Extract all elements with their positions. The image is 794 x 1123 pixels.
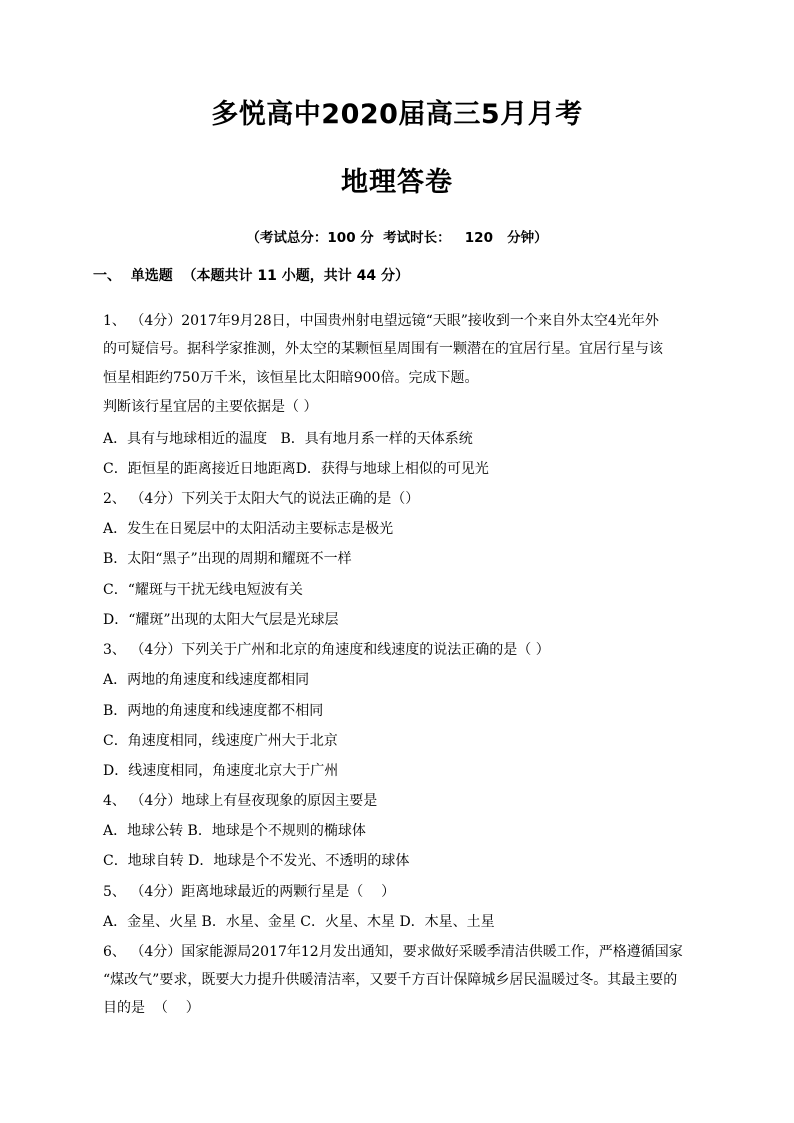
option-line: A．具有与地球相近的温度 B．具有地月系一样的天体系统 xyxy=(103,431,473,447)
question-line: 2、 （4分）下列关于太阳大气的说法正确的是（） xyxy=(103,491,420,507)
option-line: A．地球公转 B．地球是个不规则的椭球体 xyxy=(103,823,366,839)
option-line: C．角速度相同，线速度广州大于北京 xyxy=(103,733,338,749)
option-line: D．“耀斑”出现的太阳大气层是光球层 xyxy=(103,612,339,628)
option-line: C．地球自转 D．地球是个不发光、不透明的球体 xyxy=(103,853,410,869)
option-line: B．两地的角速度和线速度都不相同 xyxy=(103,703,324,719)
question-line: 6、 （4分）国家能源局2017年12月发出通知，要求做好采暖季清洁供暖工作，严格遵循国家 xyxy=(103,944,683,960)
option-line: A．两地的角速度和线速度都相同 xyxy=(103,672,310,688)
exam-info: （考试总分：100 分 考试时长： 120 分钟） xyxy=(246,230,548,246)
question-line: 1、 （4分）2017年9月28日，中国贵州射电望远镜“天眼”接收到一个来自外太空4光年外 xyxy=(103,313,659,329)
question-line: 5、 （4分）距离地球最近的两颗行星是（ ） xyxy=(103,884,396,900)
option-line: D．线速度相同，角速度北京大于广州 xyxy=(103,763,339,779)
option-line: C．“耀斑与干扰无线电短波有关 xyxy=(103,582,303,598)
option-line: B．太阳“黑子”出现的周期和耀斑不一样 xyxy=(103,551,352,567)
option-line: A．金星、火星 B．水星、金星 C．火星、木星 D．木星、土星 xyxy=(103,914,495,930)
option-line: C．距恒星的距离接近日地距离D．获得与地球上相似的可见光 xyxy=(103,461,489,477)
question-line: 判断该行星宜居的主要依据是（ ） xyxy=(103,399,318,415)
question-line: 3、 （4分）下列关于广州和北京的角速度和线速度的说法正确的是（ ） xyxy=(103,642,550,658)
question-line: 的可疑信号。据科学家推测，外太空的某颗恒星周围有一颗潜在的宜居行星。宜居行星与该 xyxy=(103,341,663,357)
option-line: A．发生在日冕层中的太阳活动主要标志是极光 xyxy=(103,521,394,537)
question-line: 4、 （4分）地球上有昼夜现象的原因主要是 xyxy=(103,793,378,809)
question-line: 恒星相距约750万千米，该恒星比太阳暗900倍。完成下题。 xyxy=(103,370,479,386)
document-subtitle: 地理答卷 xyxy=(341,167,453,198)
section-heading: 一、 单选题 （本题共计 11 小题，共计 44 分） xyxy=(93,268,409,284)
question-line: “煤改气”要求，既要大力提升供暖清洁率，又要千方百计保障城乡居民温暖过冬。其最主要的 xyxy=(103,972,678,988)
question-line: 目的是 （ ） xyxy=(103,1000,200,1016)
document-title: 多悦高中2020届高三5月月考 xyxy=(211,99,583,130)
